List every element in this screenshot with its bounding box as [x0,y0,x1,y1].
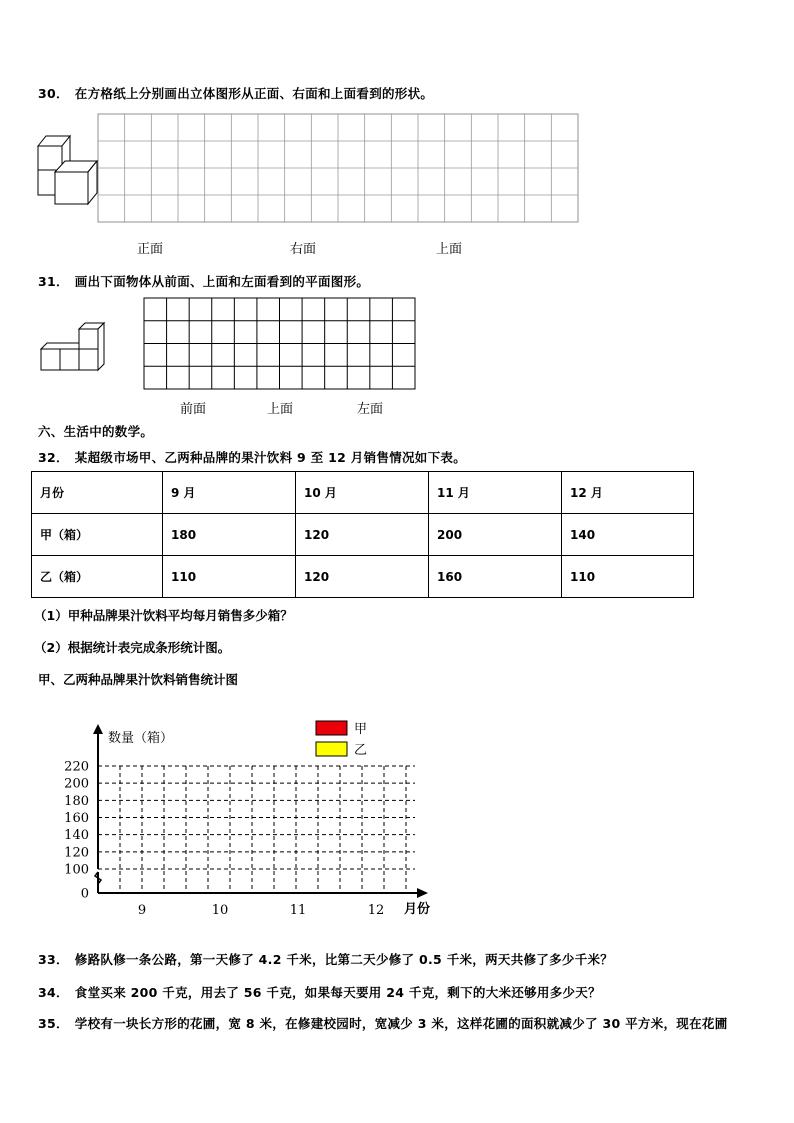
table-cell: 160 [429,556,562,598]
section-heading: 六、生活中的数学。 [38,424,154,439]
question-number: 32． [38,450,69,465]
cube-figure-30 [38,136,97,204]
question-number: 30． [38,86,69,101]
bar-chart [64,721,430,918]
x-tick-label: 11 [289,903,307,918]
question-text: 某超级市场甲、乙两种品牌的果汁饮料 9 至 12 月销售情况如下表。 [74,450,466,465]
table-header-row [32,472,694,514]
view-label-top: 上面 [436,242,463,257]
question-text: 画出下面物体从前面、上面和左面看到的平面图形。 [74,274,370,289]
question-text: 学校有一块长方形的花圃，宽 8 米，在修建校园时，宽减少 3 米，这样花圃的面积就减少了 30 平方米，现在花圃 [74,1016,728,1031]
sub-question-1: （1）甲种品牌果汁饮料平均每月销售多少箱？ [34,608,293,623]
cube-figure-31 [41,323,104,370]
question-number: 31． [38,274,69,289]
table-header-cell: 12 月 [562,472,694,514]
question-text: 修路队修一条公路，第一天修了 4.2 千米，比第二天少修了 0.5 千米，两天共修了多少千米？ [74,952,614,967]
question-number: 35． [38,1016,69,1031]
legend-label: 甲 [354,722,368,737]
legend-swatch [316,721,347,735]
table-header-cell: 11 月 [429,472,562,514]
view-label-front: 前面 [180,402,207,417]
sales-table [31,471,694,598]
question-31 [38,272,369,290]
view-label-right: 右面 [290,242,317,257]
question-number: 34． [38,985,69,1000]
y-tick-label: 160 [64,811,89,826]
y-tick-label: 220 [64,759,89,775]
y-tick-label: 180 [64,793,89,809]
question-number: 33． [38,952,69,967]
question-35 [38,1014,728,1032]
table-cell: 200 [429,514,562,556]
chart-caption: 甲、乙两种品牌果汁饮料销售统计图 [38,672,239,687]
question-text: 食堂买来 200 千克，用去了 56 千克，如果每天要用 24 千克，剩下的大米还够用多少天？ [74,985,601,1000]
x-tick-label: 9 [137,903,147,918]
table-header-cell: 9 月 [163,472,296,514]
table-cell: 120 [296,556,429,598]
sub-question-2: （2）根据统计表完成条形统计图。 [34,640,231,655]
table-cell: 180 [163,514,296,556]
table-cell: 140 [562,514,694,556]
x-axis-label: 月份 [404,902,431,917]
table-row [32,556,694,598]
legend-swatch [316,742,347,756]
x-axis-arrow [417,888,428,898]
y-tick-label: 140 [64,828,89,844]
y-tick-label: 200 [64,776,89,792]
question-33 [38,950,613,968]
table-header-cell: 10 月 [296,472,429,514]
table-cell: 120 [296,514,429,556]
y-tick-label: 120 [64,845,89,861]
table-row [32,514,694,556]
x-tick-label: 10 [211,903,229,918]
question-34 [38,983,601,1001]
table-cell: 甲（箱） [32,514,163,556]
y-tick-label: 100 [64,862,89,878]
table-cell: 110 [562,556,694,598]
x-tick-label: 12 [367,903,385,918]
view-label-front: 正面 [137,242,164,257]
table-cell: 110 [163,556,296,598]
question-text: 在方格纸上分别画出立体图形从正面、右面和上面看到的形状。 [74,86,434,101]
y-tick-label: 0 [80,886,89,902]
question-32 [38,448,466,466]
view-label-top: 上面 [267,402,294,417]
y-axis-label: 数量（箱） [108,731,174,746]
table-header-cell: 月份 [32,472,163,514]
view-label-left: 左面 [357,402,384,417]
table-cell: 乙（箱） [32,556,163,598]
legend-label: 乙 [354,743,368,758]
y-axis-arrow [93,724,103,734]
